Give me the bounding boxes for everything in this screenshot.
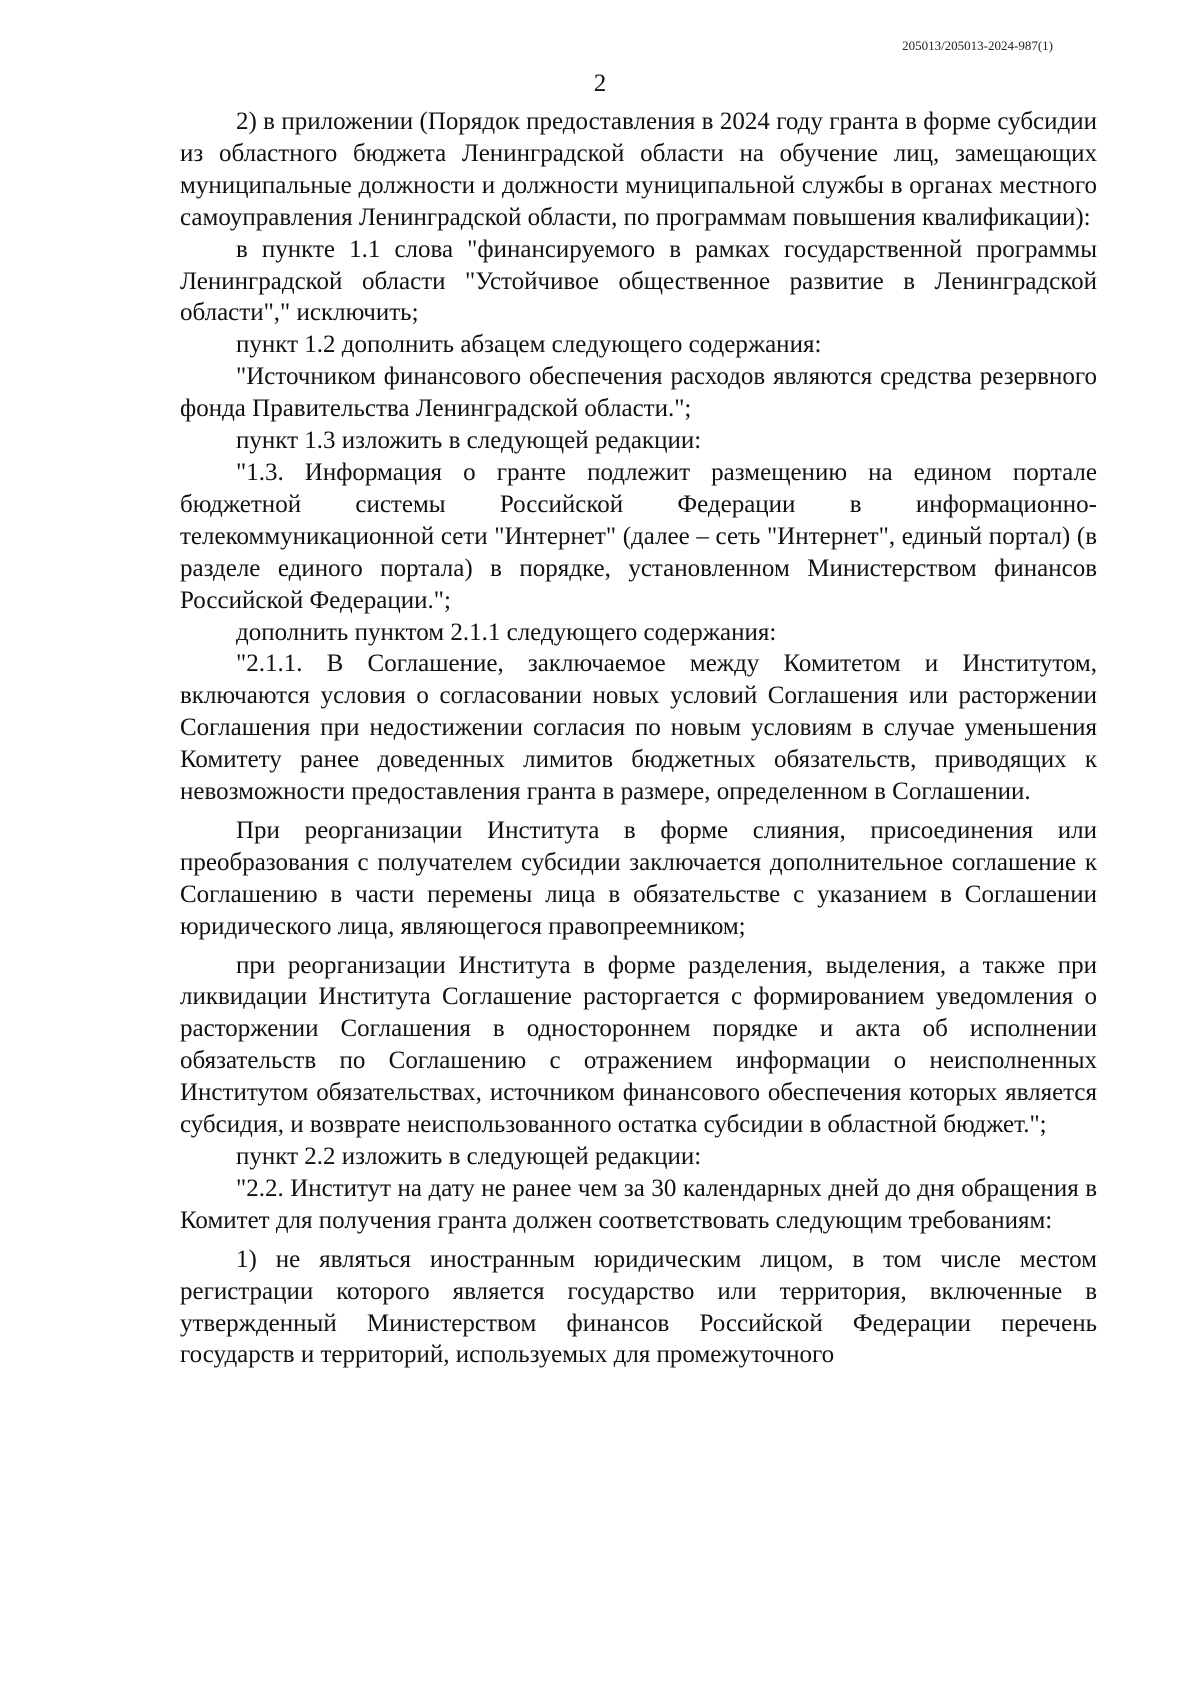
document-body <box>180 106 1097 1371</box>
paragraph-clause-2-1-1-text: "2.1.1. В Соглашение, заключаемое между Комитетом и Институтом, включаются условия о согласовании новых условий Соглашения или расторжении Соглашения при недостижении согласия по новым условиям в случае уменьшения Комитету ранее доведенных лимитов бюджетных обязательств, приводящих к невозможности предоставления гранта в размере, определенном в Соглашении. <box>180 650 1097 806</box>
paragraph-clause-1-2-intro: пункт 1.2 дополнить абзацем следующего содержания: <box>236 331 822 359</box>
paragraph-amendment-intro: 2) в приложении (Порядок предоставления в 2024 году гранта в форме субсидии из областного бюджета Ленинградской области на обучение лиц, замещающих муниципальные должности и должности муниципальной службы в органах местного самоуправления Ленинградской области, по программам повышения квалификации): <box>180 108 1097 231</box>
paragraph-clause-1-2-text: "Источником финансового обеспечения расходов являются средства резервного фонда Правительства Ленинградской области."; <box>180 363 1097 423</box>
paragraph-reorganization-merger: При реорганизации Института в форме слияния, присоединения или преобразования с получателем субсидии заключается дополнительное соглашение к Соглашению в части перемены лица в обязательстве с указанием в Соглашении юридического лица, являющегося правопреемником; <box>180 816 1097 940</box>
paragraph-clause-2-1-1-intro: дополнить пунктом 2.1.1 следующего содержания: <box>236 618 777 646</box>
paragraph-clause-2-2-intro: пункт 2.2 изложить в следующей редакции: <box>236 1143 702 1170</box>
paragraph-clause-1-3-text: "1.3. Информация о гранте подлежит размещению на едином портале бюджетной системы Российской Федерации в информационно-телекоммуникационной сети "Интернет" (далее – сеть "Интернет", единый портал) (в разделе единого портала) в порядке, установленном Министерством финансов Российской Федерации."; <box>180 458 1097 614</box>
page-number: 2 <box>593 70 607 97</box>
paragraph-clause-1-1: в пункте 1.1 слова "финансируемого в рамках государственной программы Ленинградской области "Устойчивое общественное развитие в Ленинградской области"," исключить; <box>180 235 1097 327</box>
paragraph-requirement-1: 1) не являться иностранным юридическим лицом, в том числе местом регистрации которого является государство или территория, включенные в утвержденный Министерством финансов Российской Федерации перечень государств и территорий, используемых для промежуточного <box>180 1245 1097 1369</box>
paragraph-clause-1-3-intro: пункт 1.3 изложить в следующей редакции: <box>236 427 702 455</box>
paragraph-reorganization-division: при реорганизации Института в форме разделения, выделения, а также при ликвидации Института Соглашение расторгается с формированием уведомления о расторжении Соглашения в одностороннем порядке и акта об исполнении обязательств по Соглашению с отражением информации о неисполненных Институтом обязательствах, источником финансового обеспечения которых является субсидия, и возврате неиспользованного остатка субсидии в областной бюджет."; <box>180 951 1097 1139</box>
paragraph-clause-2-2-text: "2.2. Институт на дату не ранее чем за 30 календарных дней до дня обращения в Комитет для получения гранта должен соответствовать следующим требованиям: <box>180 1174 1097 1234</box>
document-id: 205013/205013-2024-987(1) <box>902 38 1053 53</box>
